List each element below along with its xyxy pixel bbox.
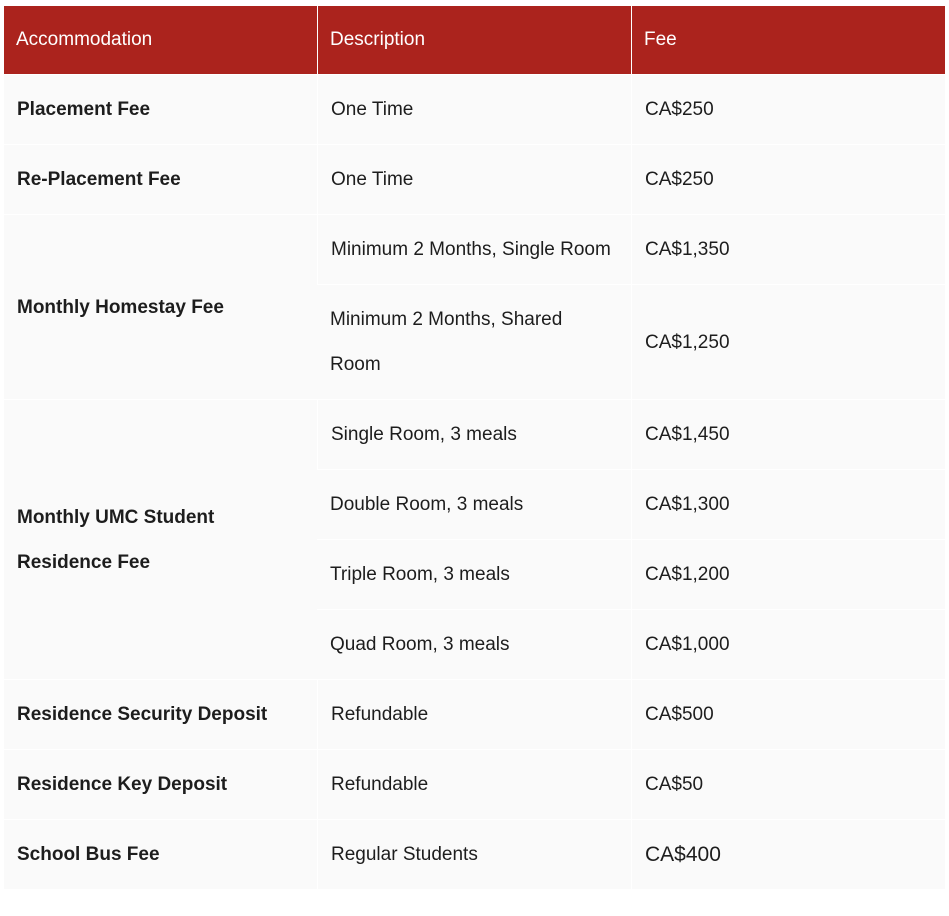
description-cell: Regular Students [317, 819, 631, 889]
description-cell: Refundable [317, 679, 631, 749]
accommodation-fee-table [4, 6, 945, 889]
fee-cell: CA$50 [631, 749, 945, 819]
description-cell: One Time [317, 144, 631, 214]
accommodation-cell: Placement Fee [4, 74, 317, 144]
table-row [4, 399, 945, 469]
table-row [4, 214, 945, 284]
header-description: Description [317, 6, 631, 74]
fee-cell: CA$250 [631, 144, 945, 214]
description-cell: Minimum 2 Months, Shared Room [317, 284, 631, 399]
table-body [4, 74, 945, 889]
fee-cell: CA$1,350 [631, 214, 945, 284]
fee-cell: CA$1,200 [631, 539, 945, 609]
description-cell: Triple Room, 3 meals [317, 539, 631, 609]
table-row [4, 74, 945, 144]
fee-cell: CA$400 [631, 819, 945, 889]
description-cell: Quad Room, 3 meals [317, 609, 631, 679]
description-cell: Single Room, 3 meals [317, 399, 631, 469]
accommodation-cell: Monthly Homestay Fee [4, 214, 317, 399]
accommodation-cell: Residence Key Deposit [4, 749, 317, 819]
table-row [4, 749, 945, 819]
table-row [4, 679, 945, 749]
header-fee: Fee [631, 6, 945, 74]
fee-cell: CA$250 [631, 74, 945, 144]
table-row [4, 144, 945, 214]
fee-cell: CA$1,250 [631, 284, 945, 399]
accommodation-cell: Monthly UMC Student Residence Fee [4, 399, 317, 679]
fee-table-container [4, 6, 945, 889]
description-cell: Double Room, 3 meals [317, 469, 631, 539]
description-cell: Refundable [317, 749, 631, 819]
fee-cell: CA$1,000 [631, 609, 945, 679]
table-row [4, 819, 945, 889]
fee-cell: CA$1,450 [631, 399, 945, 469]
header-row [4, 6, 945, 74]
description-cell: One Time [317, 74, 631, 144]
description-cell: Minimum 2 Months, Single Room [317, 214, 631, 284]
accommodation-cell: School Bus Fee [4, 819, 317, 889]
header-accommodation: Accommodation [4, 6, 317, 74]
accommodation-cell: Re-Placement Fee [4, 144, 317, 214]
table-header [4, 6, 945, 74]
accommodation-cell: Residence Security Deposit [4, 679, 317, 749]
fee-cell: CA$500 [631, 679, 945, 749]
fee-cell: CA$1,300 [631, 469, 945, 539]
